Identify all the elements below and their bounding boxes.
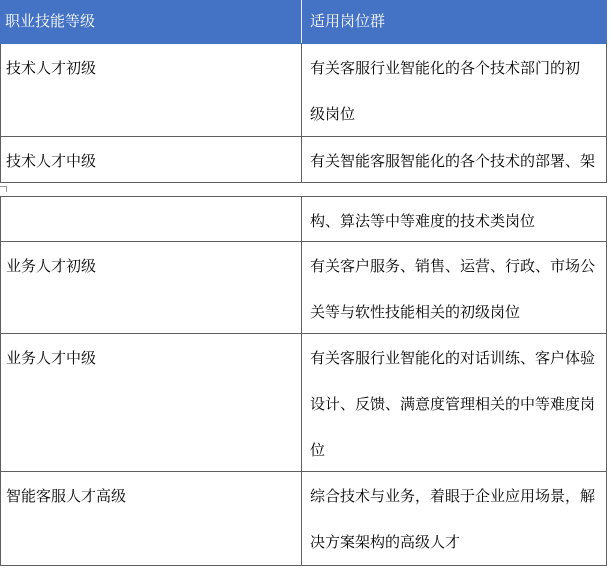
level-cell bbox=[0, 334, 302, 471]
table-row bbox=[0, 44, 607, 137]
positions-line: 有关客户服务、销售、运营、行政、市场公 bbox=[310, 257, 596, 275]
positions-cell bbox=[302, 137, 607, 182]
table-row-continued bbox=[0, 196, 607, 242]
level-text: 业务人才中级 bbox=[6, 349, 97, 367]
table-row bbox=[0, 242, 607, 334]
level-cell-empty bbox=[0, 197, 302, 241]
table-row bbox=[0, 472, 607, 566]
level-text: 业务人才初级 bbox=[6, 257, 97, 275]
page-break-marker-icon bbox=[0, 186, 7, 192]
positions-line: 有关客服行业智能化的各个技术部门的初 bbox=[310, 59, 581, 77]
table-header-row bbox=[0, 0, 607, 44]
positions-line: 决方案架构的高级人才 bbox=[310, 533, 461, 551]
table-row bbox=[0, 334, 607, 472]
positions-line: 关等与软性技能相关的初级岗位 bbox=[310, 303, 521, 321]
page-break bbox=[0, 183, 613, 196]
level-cell bbox=[0, 242, 302, 333]
level-text: 技术人才中级 bbox=[6, 152, 97, 170]
positions-cell bbox=[302, 197, 607, 241]
positions-line: 设计、反馈、满意度管理相关的中等难度岗 bbox=[310, 395, 596, 413]
positions-cell bbox=[302, 242, 607, 333]
level-text: 智能客服人才高级 bbox=[6, 487, 127, 505]
positions-cell bbox=[302, 44, 607, 136]
positions-line: 级岗位 bbox=[310, 105, 356, 123]
positions-line: 综合技术与业务，着眼于企业应用场景，解 bbox=[310, 487, 596, 505]
table-header-level: 职业技能等级 bbox=[0, 0, 302, 43]
level-cell bbox=[0, 44, 302, 136]
level-cell bbox=[0, 137, 302, 182]
level-cell bbox=[0, 472, 302, 565]
table-row bbox=[0, 137, 607, 183]
table-header-positions: 适用岗位群 bbox=[310, 12, 386, 30]
level-text: 技术人才初级 bbox=[6, 59, 97, 77]
positions-line: 位 bbox=[310, 441, 326, 459]
positions-cell bbox=[302, 472, 607, 565]
positions-line: 有关智能客服智能化的各个技术的部署、架 bbox=[310, 152, 596, 170]
positions-cell bbox=[302, 334, 607, 471]
positions-line: 有关客服行业智能化的对话训练、客户体验 bbox=[310, 349, 596, 367]
positions-line: 构、算法等中等难度的技术类岗位 bbox=[310, 212, 536, 230]
